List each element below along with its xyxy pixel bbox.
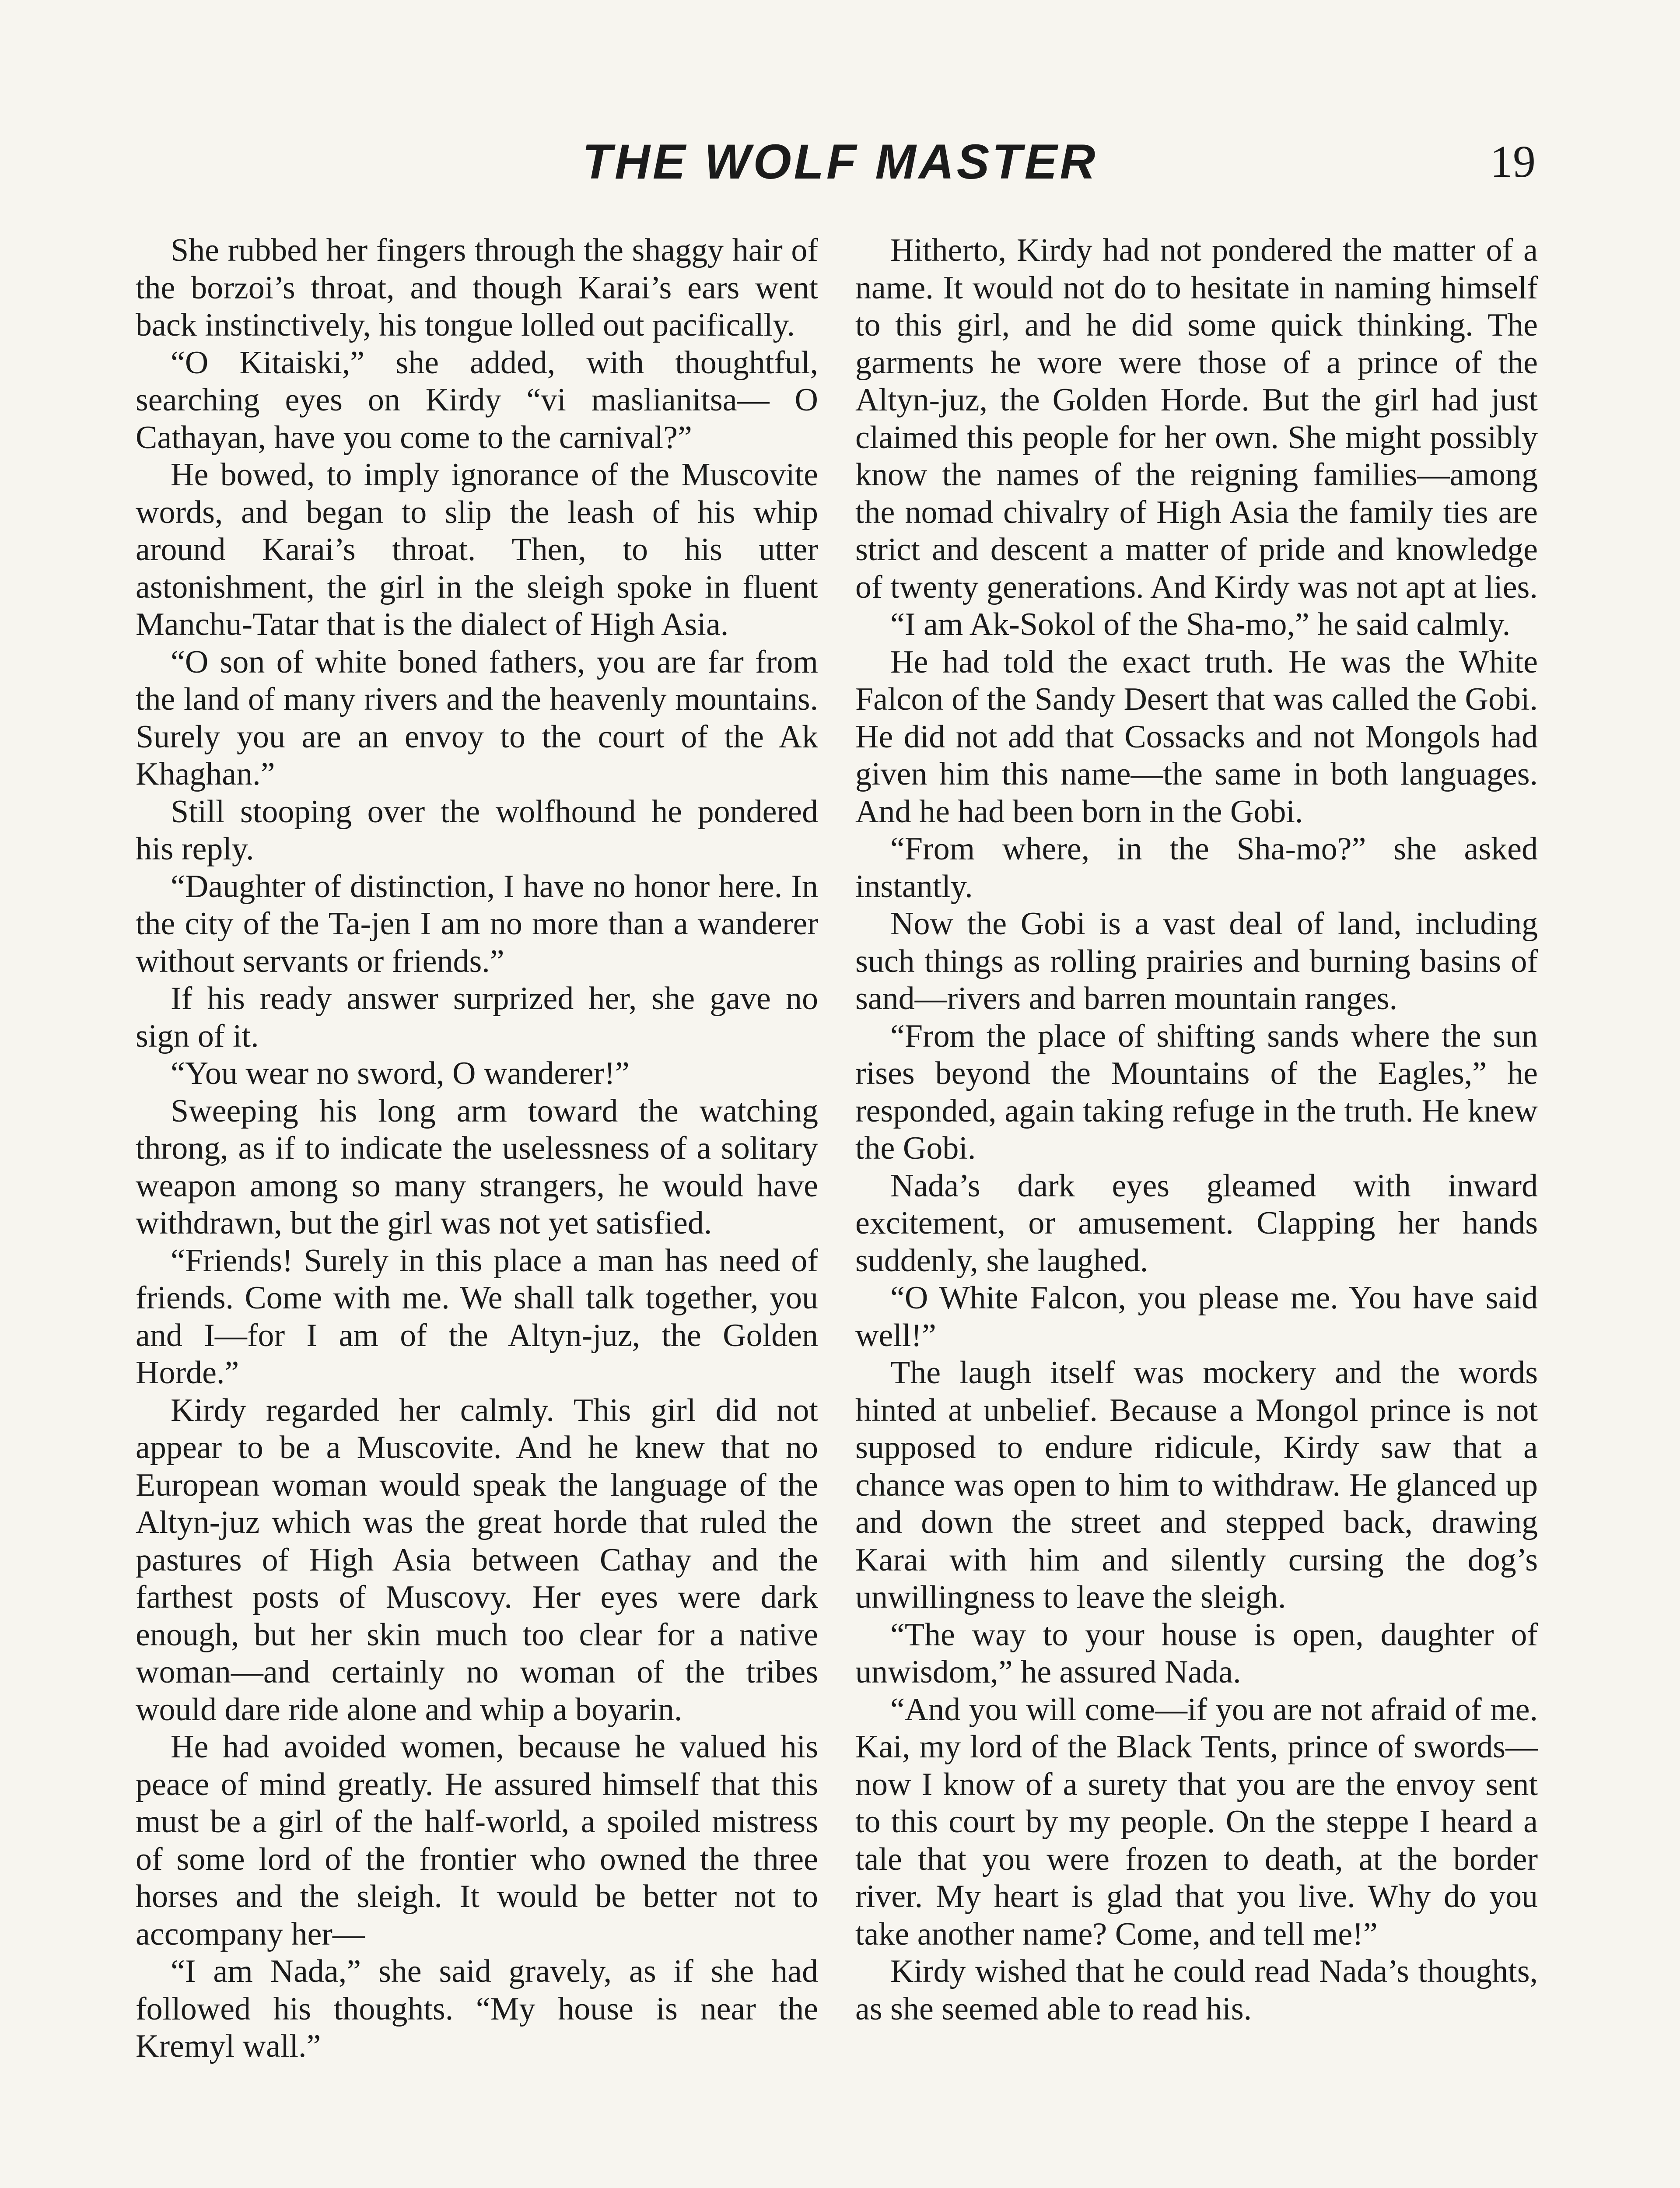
paragraph: He had avoided women, because he valued his peace of mind greatly. He assured himself that this must be a girl of the half-world, a spoiled mistress of some lord of the frontier who owned the three horses and the sleigh. It would be better not to accompany her— (136, 1729, 818, 1952)
paragraph: Now the Gobi is a vast deal of land, including such things as rolling prairies and burning basins of sand—rivers and barren mountain ranges. (855, 906, 1538, 1017)
paragraph: He had told the exact truth. He was the White Falcon of the Sandy Desert that was called the Gobi. He did not add that Cossacks and not Mongols had given him this name—the same in both languages. And he had been born in the Gobi. (855, 644, 1538, 830)
paragraph: Still stooping over the wolfhound he pondered his reply. (136, 793, 818, 867)
paragraph: If his ready answer surprized her, she gave no sign of it. (136, 981, 818, 1054)
paragraph: “Daughter of distinction, I have no honor here. In the city of the Ta-jen I am no more than a wanderer without servants or friends.” (136, 868, 818, 979)
paragraph: “You wear no sword, O wanderer!” (171, 1055, 630, 1091)
paragraph: He bowed, to imply ignorance of the Muscovite words, and began to slip the leash of his whip around Karai’s throat. Then, to his utter astonishment, the girl in the sleigh spoke in fluent Manchu-Tatar that is the dialect of High Asia. (136, 457, 818, 642)
running-title: THE WOLF MASTER (582, 134, 1098, 189)
paragraph: “From where, in the Sha-mo?” she asked instantly. (855, 831, 1538, 905)
paragraph: Kirdy regarded her calmly. This girl did not appear to be a Muscovite. And he knew that no European woman would speak the language of the Altyn-juz which was the great horde that ruled the pastures of High Asia between Cathay and the farthest posts of Muscovy. Her eyes were dark enough, but her skin much too clear for a native woman—and certainly no woman of the tribes would dare ride alone and whip a boyarin. (136, 1392, 818, 1728)
left-column (136, 232, 818, 2065)
page-header (0, 131, 1680, 201)
paragraph: “I am Nada,” she said gravely, as if she had followed his thoughts. “My house is near the Kremyl wall.” (136, 1953, 818, 2064)
paragraph: “And you will come—if you are not afraid of me. Kai, my lord of the Black Tents, prince of swords—now I know of a surety that you are the envoy sent to this court by my people. On the steppe I heard a tale that you were frozen to death, at the border river. My heart is glad that you live. Why do you take another name? Come, and tell me!” (855, 1691, 1538, 1952)
paragraph: Hitherto, Kirdy had not pondered the matter of a name. It would not do to hesitate in naming himself to this girl, and he did some quick thinking. The garments he wore were those of a prince of the Altyn-juz, the Golden Horde. But the girl had just claimed this people for her own. She might possibly know the names of the reigning families—among the nomad chivalry of High Asia the family ties are strict and descent a matter of pride and knowledge of twenty generations. And Kirdy was not apt at lies. (855, 232, 1538, 605)
paragraph: “The way to your house is open, daughter of unwisdom,” he assured Nada. (855, 1616, 1538, 1690)
paragraph: “O son of white boned fathers, you are far from the land of many rivers and the heavenly mountains. Surely you are an envoy to the court of the Ak Khaghan.” (136, 644, 818, 792)
paragraph: Kirdy wished that he could read Nada’s thoughts, as she seemed able to read his. (855, 1953, 1538, 2027)
paragraph: “Friends! Surely in this place a man has need of friends. Come with me. We shall talk together, you and I—for I am of the Altyn-juz, the Golden Horde.” (136, 1242, 818, 1391)
paragraph: “O Kitaiski,” she added, with thoughtful, searching eyes on Kirdy “vi maslianitsa— O Cathayan, have you come to the carnival?” (136, 344, 818, 456)
paragraph: Nada’s dark eyes gleamed with inward excitement, or amusement. Clapping her hands suddenly, she laughed. (855, 1168, 1538, 1279)
paragraph: “O White Falcon, you please me. You have said well!” (855, 1280, 1538, 1353)
paragraph: “From the place of shifting sands where the sun rises beyond the Mountains of the Eagles,” he responded, again taking refuge in the truth. He knew the Gobi. (855, 1018, 1538, 1166)
paragraph: Sweeping his long arm toward the watching throng, as if to indicate the uselessness of a solitary weapon among so many strangers, he would have withdrawn, but the girl was not yet satisfied. (136, 1093, 818, 1241)
page-number: 19 (1490, 137, 1536, 187)
paragraph: “I am Ak-Sokol of the Sha-mo,” he said calmly. (890, 607, 1511, 642)
paragraph: The laugh itself was mockery and the words hinted at unbelief. Because a Mongol prince is not supposed to endure ridicule, Kirdy saw that a chance was open to him to withdraw. He glanced up and down the street and stepped back, drawing Karai with him and silently cursing the dog’s unwillingness to leave the sleigh. (855, 1355, 1538, 1615)
right-column (855, 232, 1538, 2028)
paragraph: She rubbed her fingers through the shaggy hair of the borzoi’s throat, and though Karai’s ears went back instinctively, his tongue lolled out pacifically. (136, 232, 818, 343)
